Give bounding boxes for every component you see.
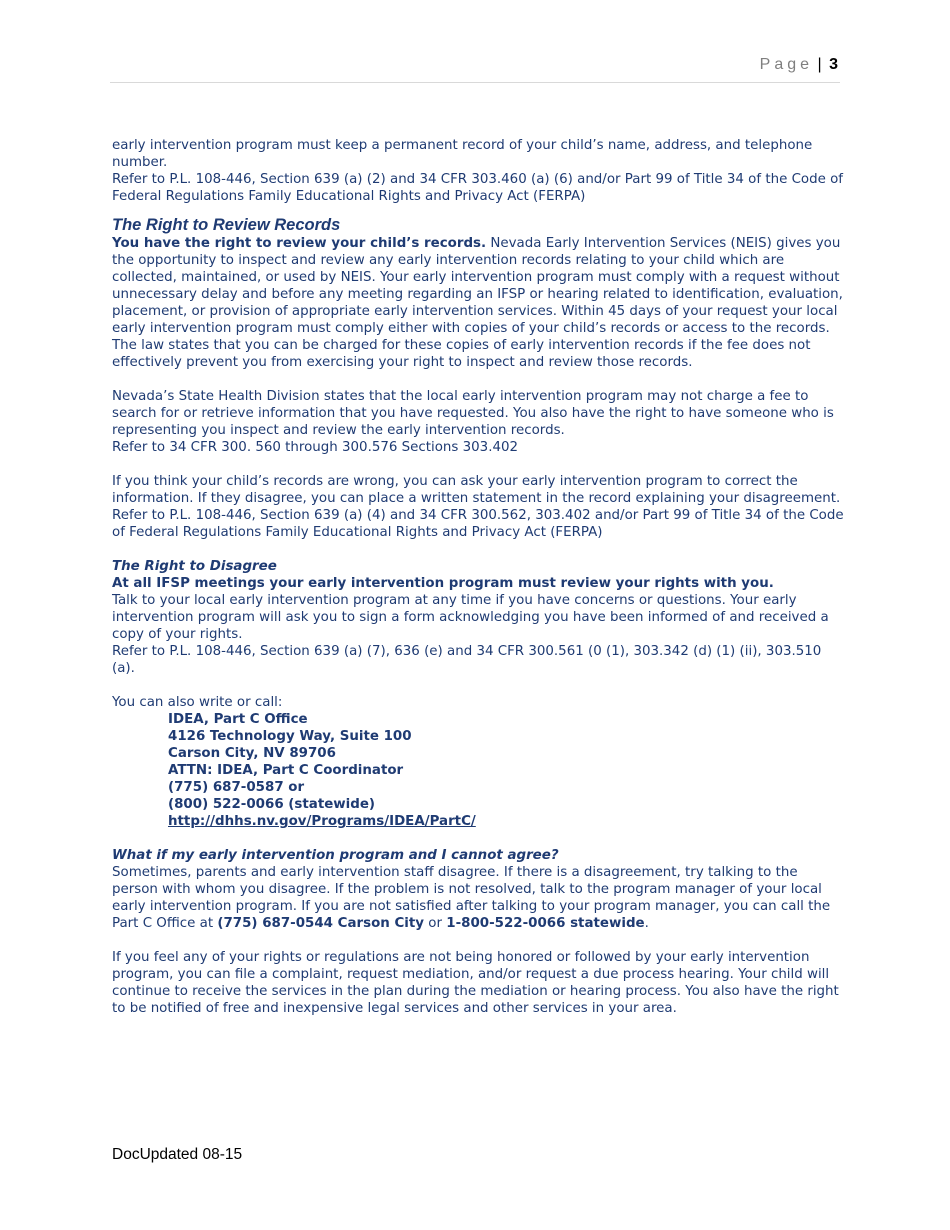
or-text: or (424, 916, 447, 931)
page-label: Page (759, 56, 814, 73)
cannot-agree-paragraph-1 (112, 864, 847, 932)
contact-website-link[interactable]: http://dhhs.nv.gov/Programs/IDEA/PartC/ (168, 814, 476, 829)
review-paragraph-2: Nevada’s State Health Division states that the local early intervention program may not charge a fee to search for or retrieve information that you have requested. You also have the right to have someone who is representing you inspect and review the early intervention records. (112, 389, 834, 438)
disagree-paragraph: Talk to your local early intervention program at any time if you have concerns or questions. Your early intervention program will ask you to sign a form acknowledging you have been informed of and received a copy of your rights. (112, 593, 829, 642)
carson-city-phone: (775) 687-0544 Carson City (217, 916, 425, 931)
contact-phone-statewide: (800) 522-0066 (statewide) (168, 797, 376, 812)
review-lead-bold: You have the right to review your child’s records. (112, 236, 487, 251)
contact-phone: (775) 687-0587 or (168, 780, 305, 795)
statewide-phone: 1-800-522-0066 statewide (446, 916, 645, 931)
period-text: . (644, 916, 649, 931)
page-separator: | (817, 56, 822, 73)
cannot-agree-paragraph-2: If you feel any of your rights or regulations are not being honored or followed by your early intervention program, you can file a complaint, request mediation, and/or request a due process hearing. Your child will continue to receive the services in the plan during the mediation or hearing process. You also have the right to be notified of free and inexpensive legal services and other services in your area. (112, 950, 839, 1016)
disagree-reference: Refer to P.L. 108-446, Section 639 (a) (7), 636 (e) and 34 CFR 300.561 (0 (1), 303.342 (d) (1) (ii), 303.510 (a). (112, 644, 822, 676)
review-records-heading: The Right to Review Records (112, 216, 341, 234)
contact-line: ATTN: IDEA, Part C Coordinator (168, 763, 404, 778)
page-number-value: 3 (829, 56, 838, 73)
review-reference-3: Refer to P.L. 108-446, Section 639 (a) (4) and 34 CFR 300.562, 303.402 and/or Part 99 of Title 34 of the Code of Federal Regulations Family Educational Rights and Privacy Act (FERPA) (112, 508, 844, 540)
disagree-heading: The Right to Disagree (112, 559, 277, 574)
review-reference-2: Refer to 34 CFR 300. 560 through 300.576 Sections 303.402 (112, 440, 519, 455)
contact-line: IDEA, Part C Office (168, 712, 308, 727)
page-number (760, 56, 838, 74)
cannot-agree-text: Sometimes, parents and early intervention staff disagree. If there is a disagreement, try talking to the person with whom you disagree. If the problem is not resolved, talk to the program manager of your local early intervention program. If you are not satisfied after talking to your program manager, you can call the Part C Office at (112, 865, 831, 931)
intro-reference: Refer to P.L. 108-446, Section 639 (a) (2) and 34 CFR 303.460 (a) (6) and/or Part 99 of Title 34 of the Code of Federal Regulations Family Educational Rights and Privacy Act (FERPA) (112, 172, 844, 204)
review-lead-paragraph (112, 235, 847, 371)
cannot-agree-heading: What if my early intervention program and I cannot agree? (112, 848, 559, 863)
page-header (110, 54, 840, 83)
disagree-lead: At all IFSP meetings your early intervention program must review your rights with you. (112, 576, 774, 591)
contact-intro: You can also write or call: (112, 695, 283, 710)
contact-line: 4126 Technology Way, Suite 100 (168, 729, 412, 744)
document-body (112, 137, 847, 1017)
review-paragraph-3: If you think your child’s records are wrong, you can ask your early intervention program to correct the information. If they disagree, you can place a written statement in the record explaining your disagreement. (112, 474, 841, 506)
intro-text: early intervention program must keep a permanent record of your child’s name, address, and telephone number. (112, 138, 813, 170)
page-footer: DocUpdated 08-15 (112, 1146, 243, 1163)
review-lead-text: Nevada Early Intervention Services (NEIS) gives you the opportunity to inspect and review any early intervention records relating to your child which are collected, maintained, or used by NEIS. Your early intervention program must comply with a request without unnecessary delay and before any meeting regarding an IFSP or hearing related to identification, evaluation, placement, or provision of appropriate early intervention services. Within 45 days of your request your local early intervention program must comply either with copies of your child’s records or access to the records. The law states that you can be charged for these copies of early intervention records if the fee does not effectively prevent you from exercising your right to inspect and review those records. (112, 236, 843, 370)
contact-line: Carson City, NV 89706 (168, 746, 336, 761)
contact-address-block (168, 711, 847, 830)
